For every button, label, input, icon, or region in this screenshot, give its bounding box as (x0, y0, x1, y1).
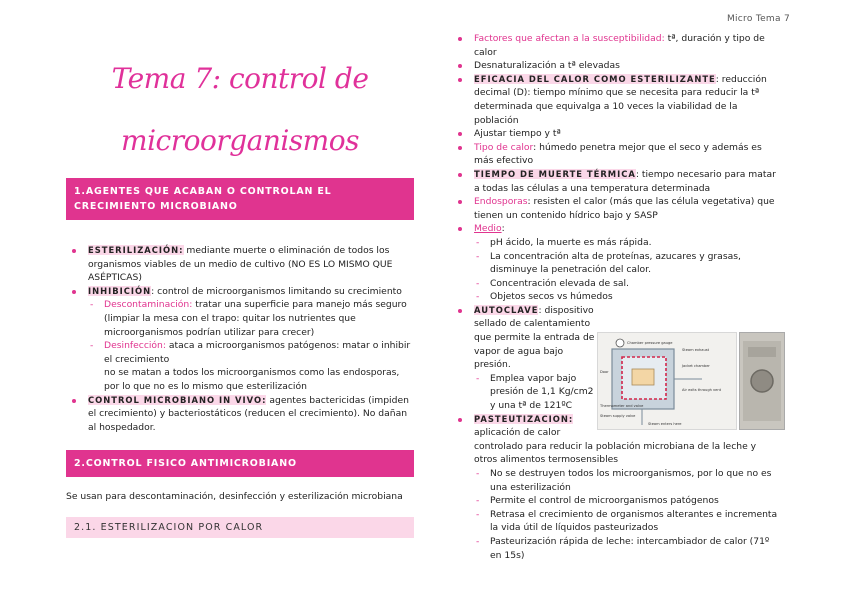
list-item-ajustar (452, 127, 782, 141)
section-2-1-heading: 2.1. ESTERILIZACION POR CALOR (66, 517, 414, 538)
keyword: Endosporas (474, 196, 528, 208)
diagram-label: Door (600, 370, 609, 374)
section-2-intro: Se usan para descontaminación, desinfección y esterilización microbiana (66, 491, 403, 503)
machine-door (751, 370, 773, 392)
sub-item: - La concentración alta de proteínas, azucares y grasas, disminuye la penetración del calor. (474, 250, 782, 277)
keyword: Medio (474, 223, 502, 235)
left-column (66, 48, 414, 538)
item-text: controlado para reducir la población microbiana de la leche y otros alimentos termosensibles (474, 440, 757, 466)
sub-item-descontaminacion (88, 298, 414, 339)
sub-item: - Retrasa el crecimiento de organismos alterantes e incrementa la vida útil de líquidos pasteurizados (474, 508, 782, 535)
keyword: EFICACIA DEL CALOR COMO ESTERILIZANTE (474, 73, 716, 84)
pasteurizacion-sublist (474, 467, 782, 562)
list-item-inhibicion (66, 285, 414, 394)
list-item-medio (452, 222, 782, 304)
keyword: Tipo de calor (474, 141, 534, 153)
section-1-heading: 1.AGENTES QUE ACABAN O CONTROLAN EL CRECIMIENTO MICROBIANO (66, 178, 414, 220)
inhibicion-sublist (88, 298, 414, 393)
sub-item: - Objetos secos vs húmedos (474, 290, 782, 304)
keyword: Factores que afectan a la susceptibilidad: (474, 33, 665, 44)
keyword: CONTROL MICROBIANO IN VIVO: (88, 394, 267, 405)
sub-item: - Permite el control de microorganismos patógenos (474, 494, 782, 508)
list-item-tipo-calor (452, 141, 782, 168)
page-title (66, 48, 414, 172)
item-text: mediante muerte o eliminación de todos los organismos viables de un medio de cultivo (NO ES LO MISMO QUE ASÉPTICAS) (88, 245, 393, 284)
sub-keyword: Desinfección: (104, 340, 166, 352)
sub-keyword: Descontaminación: (104, 299, 193, 311)
autoclave-diagram (597, 332, 737, 430)
item-text: : dispositivo sellado de calentamiento que permite la entrada de vapor de agua bajo presión. (474, 304, 595, 371)
load-shape (632, 369, 654, 385)
right-list (452, 32, 782, 562)
item-text: aplicación de calor (474, 427, 561, 439)
sub-text: ataca a microorganismos patógenos: matar o inhibir el crecimiento (104, 340, 411, 365)
keyword: TIEMPO DE MUERTE TÉRMICA (474, 168, 636, 179)
diagram-label: Jacket chamber (682, 364, 710, 368)
item-text: : (501, 223, 505, 235)
item-text: Ajustar tiempo y tª (474, 128, 561, 140)
autoclave-photo-svg (740, 333, 784, 429)
machine-panel (748, 347, 776, 357)
title-line-2: microorganismos (121, 124, 359, 157)
medio-sublist (474, 236, 782, 304)
item-text: agentes bactericidas (impiden el crecimiento) y bacteriostáticos (reducen el crecimiento). No dañan al hospedador. (88, 394, 409, 433)
page-header: Micro Tema 7 (726, 14, 790, 24)
keyword: ESTERILIZACIÓN: (88, 245, 184, 255)
list-item-eficacia (452, 73, 782, 127)
diagram-label: Steam enters here (648, 422, 682, 426)
list-item-endosporas (452, 195, 782, 222)
sub-item: - Emplea vapor bajo presión de 1,1 Kg/cm2 y una tª de 121ºC (474, 372, 596, 413)
item-text: : húmedo penetra mejor que el seco y además es más efectivo (474, 141, 762, 167)
title-line-1: Tema 7: control de (111, 62, 369, 95)
pressure-gauge-shape (616, 339, 624, 347)
sub-item: - pH ácido, la muerte es más rápida. (474, 236, 782, 250)
autoclave-sublist (474, 372, 596, 413)
section-2-heading: 2.CONTROL FISICO ANTIMICROBIANO (66, 450, 414, 477)
sub-item-desinfeccion (88, 339, 414, 393)
diagram-label: Chamber pressure gauge (627, 341, 673, 345)
sub-text: tratar una superficie para manejo más seguro (limpiar la mesa con el trapo: quitar los nutrientes que microorganismos podrían utilizar para crecer) (104, 299, 407, 338)
list-item-tiempo-muerte (452, 168, 782, 195)
sub-item: - No se destruyen todos los microorganismos, por lo que no es una esterilización (474, 467, 782, 494)
right-column (452, 32, 782, 562)
list-item-esterilizacion (66, 244, 414, 285)
item-text: : resisten el calor (más que las célula vegetativa) que tienen un contenido hídrico bajo y SASP (474, 196, 775, 221)
item-text: tª, duración y tipo de calor (474, 33, 765, 58)
autoclave-photo (739, 332, 785, 430)
list-item-desnaturalizacion (452, 59, 782, 73)
sub-item: - Concentración elevada de sal. (474, 277, 782, 291)
sub-text-extra: no se matan a todos los microorganismos como las endosporas, por lo que no es lo mismo que esterilización (104, 367, 400, 392)
item-text: : control de microorganismos limitando su crecimiento (151, 285, 402, 297)
diagram-label: Steam supply valve (600, 414, 636, 418)
item-text: : tiempo necesario para matar a todas las células a una temperatura determinada (474, 168, 776, 194)
list-item-factores (452, 32, 782, 59)
section-1-list (66, 244, 414, 434)
sub-item: - Pasteurización rápida de leche: intercambiador de calor (71º en 15s) (474, 535, 782, 562)
keyword: PASTEUTIZACION: (474, 413, 574, 424)
diagram-label: Steam exhaust (682, 348, 710, 352)
diagram-label: Air exits through vent (682, 388, 722, 392)
autoclave-diagram-svg (598, 333, 736, 429)
keyword: AUTOCLAVE (474, 304, 539, 315)
item-text: Desnaturalización a tª elevadas (474, 60, 620, 72)
item-text: : reducción decimal (D): tiempo mínimo que se necesita para reducir la tª determinada que equivalga a 10 veces la viabilidad de la población (474, 73, 767, 126)
list-item-control (66, 394, 414, 435)
diagram-label: Thermometer and valve (600, 404, 644, 408)
keyword: INHIBICIÓN (88, 285, 152, 296)
list-item-pasteurizacion (452, 413, 782, 563)
